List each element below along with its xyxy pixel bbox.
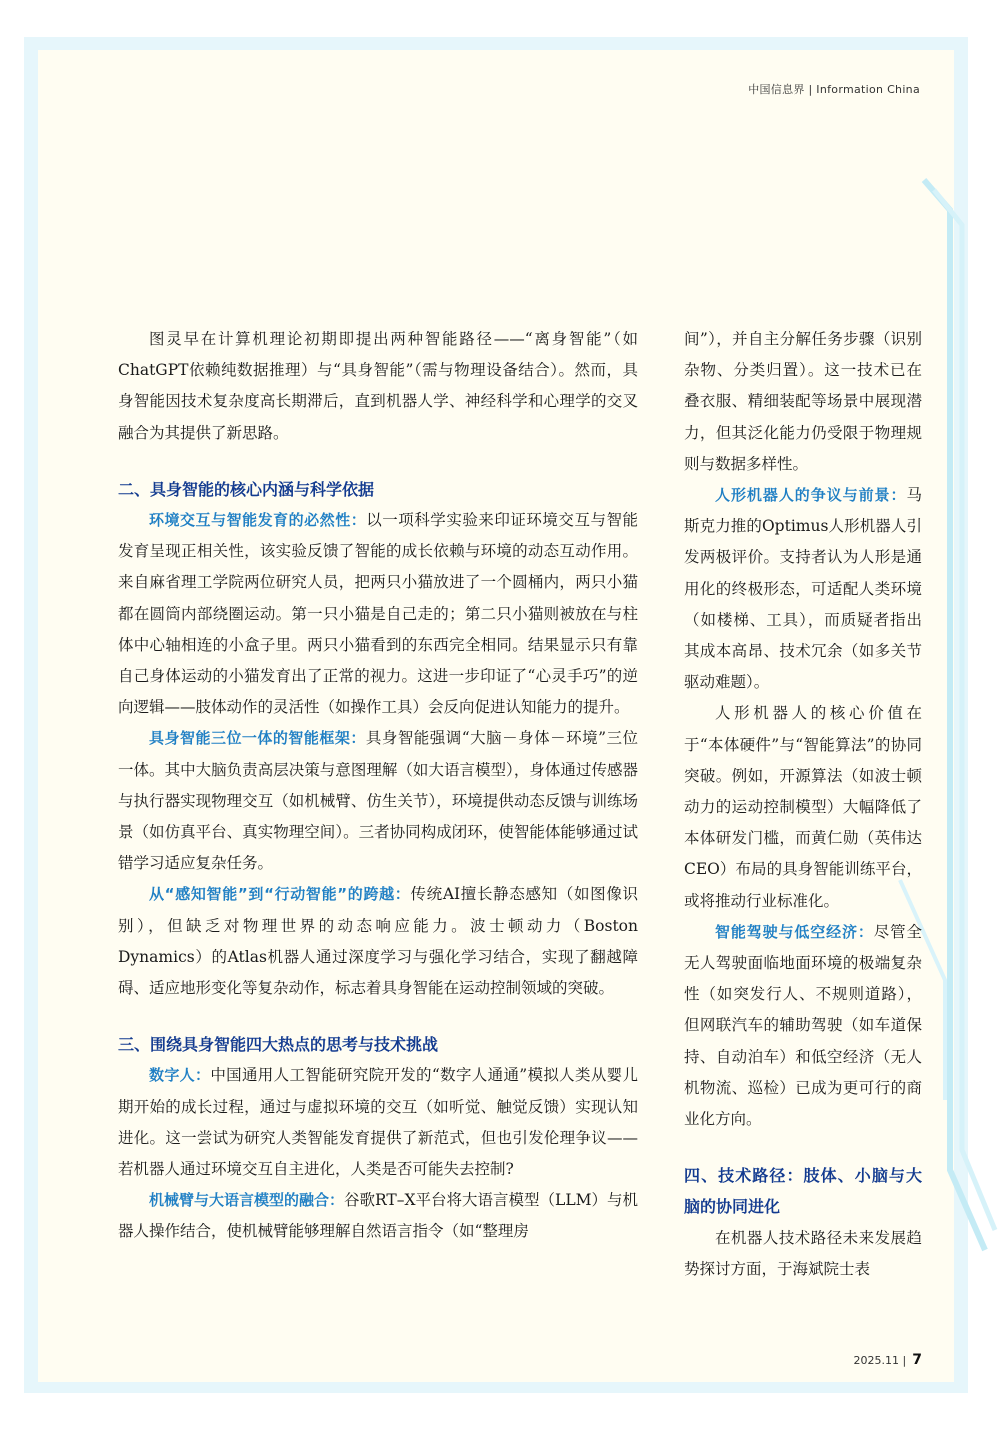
paragraph-trinity-framework <box>118 723 638 879</box>
deco-line-1 <box>924 180 985 1250</box>
keyword-perception-action: 从“感知智能”到“行动智能”的跨越： <box>149 885 411 904</box>
keyword-robot-arm-llm: 机械臂与大语言模型的融合： <box>149 1191 345 1210</box>
section-heading-4: 四、技术路径：肢体、小脑与大脑的协同进化 <box>684 1166 922 1217</box>
paragraph-env-interaction <box>118 505 638 723</box>
issue-date: 2025.11 | <box>853 1354 907 1367</box>
paragraph-tech-path: 在机器人技术路径未来发展趋势探讨方面，于海斌院士表 <box>684 1228 922 1278</box>
section-heading-3: 三、围绕具身智能四大热点的思考与技术挑战 <box>118 1035 439 1055</box>
continued-paragraph: 间”），并自主分解任务步骤（识别杂物、分类归置）。这一技术已在叠衣服、精细装配等场景中展现潜力，但其泛化能力仍受限于物理规则与数据多样性。 <box>684 330 922 473</box>
keyword-trinity-framework: 具身智能三位一体的智能框架： <box>149 729 366 748</box>
text-driving-lowalt: 尽管全无人驾驶面临地面环境的极端复杂性（如突发行人、不规则道路），但网联汽车的辅助驾驶（如车道保持、自动泊车）和低空经济（无人机物流、巡检）已成为更可行的商业化方向。 <box>684 922 922 1129</box>
text-trinity-framework: 具身智能强调“大脑－身体－环境”三位一体。其中大脑负责高层决策与意图理解（如大语言模型），身体通过传感器与执行器实现物理交互（如机械臂、仿生关节），环境提供动态反馈与训练场景（如仿真平台、真实物理空间）。三者协同构成闭环，使智能体能够通过试错学习适应复杂任务。 <box>118 729 638 873</box>
keyword-env-interaction: 环境交互与智能发育的必然性： <box>149 511 367 530</box>
running-header: 中国信息界 | Information China <box>748 83 920 96</box>
page-number: 7 <box>912 1352 922 1368</box>
paragraph-humanoid-debate <box>684 480 922 698</box>
right-column <box>684 324 922 1285</box>
text-perception-action: 传统AI擅长静态感知（如图像识别），但缺乏对物理世界的动态响应能力。波士顿动力（Boston Dynamics）的Atlas机器人通过深度学习与强化学习结合，实现了翻越障碍、适应地形变化等复杂动作，标志着具身智能在运动控制领域的突破。 <box>118 885 638 998</box>
text-digital-human: 中国通用人工智能研究院开发的“数字人通通”模拟人类从婴儿期开始的成长过程，通过与虚拟环境的交互（如听觉、触觉反馈）实现认知进化。这一尝试为研究人类智能发育提供了新范式，但也引发伦理争议——若机器人通过环境交互自主进化，人类是否可能失去控制? <box>118 1066 638 1179</box>
paragraph-robot-arm-llm <box>118 1185 638 1247</box>
section-heading-2: 二、具身智能的核心内涵与科学依据 <box>118 479 375 499</box>
keyword-humanoid-debate: 人形机器人的争议与前景： <box>715 486 907 505</box>
paragraph-perception-action <box>118 879 638 1004</box>
left-column <box>118 324 638 1248</box>
paragraph-driving-lowalt <box>684 917 922 1135</box>
text-robot-arm-llm: 谷歌RT–X平台将大语言模型（LLM）与机器人操作结合，使机械臂能够理解自然语言指令（如“整理房 <box>118 1191 638 1241</box>
intro-paragraph: 图灵早在计算机理论初期即提出两种智能路径——“离身智能”（如ChatGPT依赖纯数据推理）与“具身智能”（需与物理设备结合）。然而，具身智能因技术复杂度高长期滞后，直到机器人学、神经科学和心理学的交叉融合为其提供了新思路。 <box>118 330 638 442</box>
paragraph-digital-human <box>118 1060 638 1185</box>
text-humanoid-debate: 马斯克力推的Optimus人形机器人引发两极评价。支持者认为人形是通用化的终极形态，可适配人类环境（如楼梯、工具），而质疑者指出其成本高昂、技术冗余（如多关节驱动难题）。 <box>684 486 922 692</box>
keyword-digital-human: 数字人： <box>149 1066 211 1085</box>
page-footer <box>854 1352 922 1368</box>
keyword-driving-lowalt: 智能驾驶与低空经济： <box>715 922 874 941</box>
paragraph-humanoid-value: 人形机器人的核心价值在于“本体硬件”与“智能算法”的协同突破。例如，开源算法（如波士顿动力的运动控制模型）大幅降低了本体研发门槛，而黄仁勋（英伟达CEO）布局的具身智能训练平台，或将推动行业标准化。 <box>684 704 922 910</box>
text-env-interaction: 以一项科学实验来印证环境交互与智能发育呈现正相关性，该实验反馈了智能的成长依赖与环境的动态互动作用。 来自麻省理工学院两位研究人员，把两只小猫放进了一个圆桶内，两只小猫都在圆筒内部绕圈运动。第一只小猫是自己走的；第二只小猫则被放在与柱体中心轴相连的小盒子里。两只小猫看到的东西完全相同。结果显示只有靠自己身体运动的小猫发育出了正常的视力。这进一步印证了“心灵手巧”的逆向逻辑——肢体动作的灵活性（如操作工具）会反向促进认知能力的提升。 <box>118 511 638 717</box>
